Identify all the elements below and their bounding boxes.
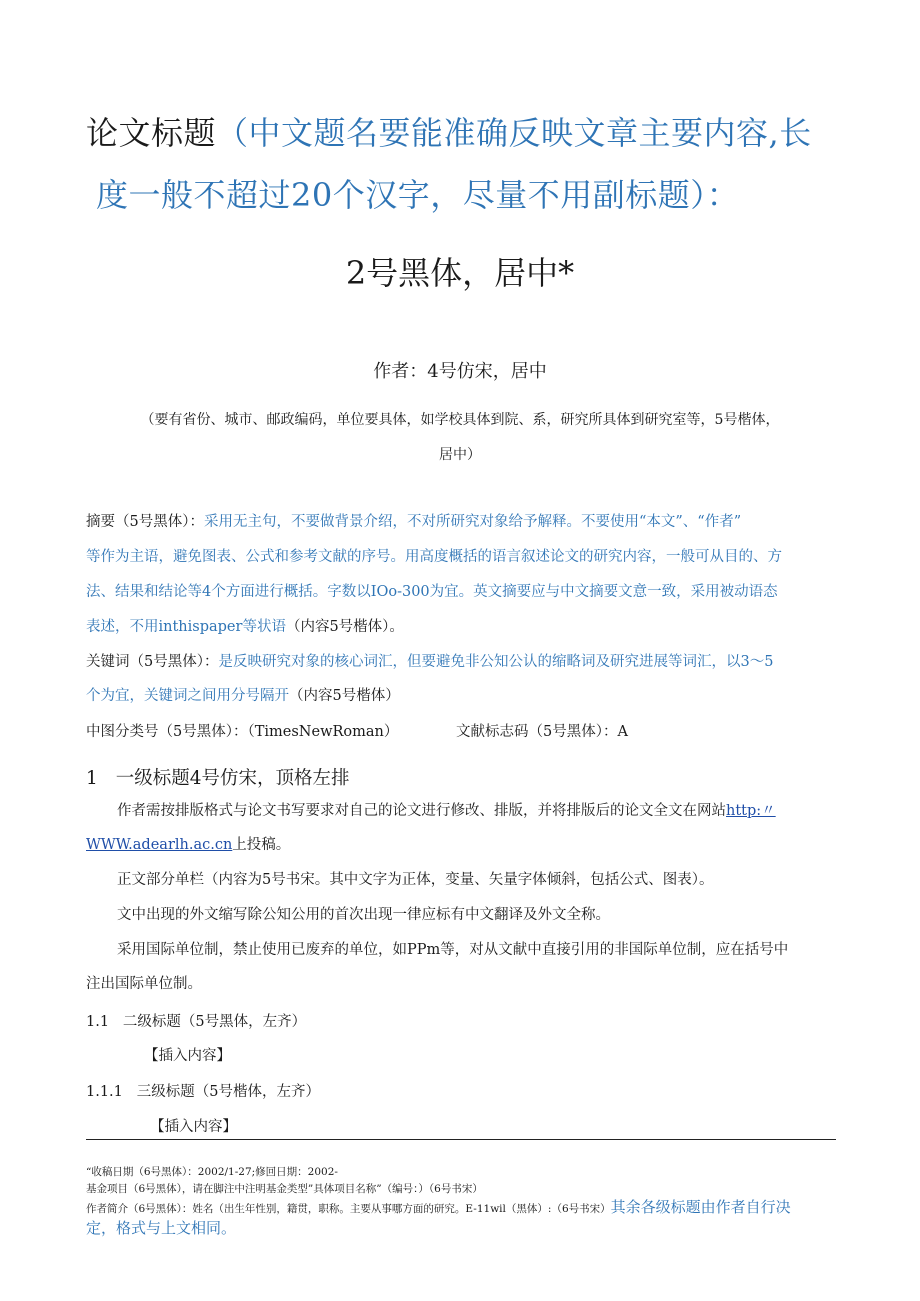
paragraph-4-line-1: 采用国际单位制，禁止使用已废弃的单位，如PPm等，对从文献中直接引用的非国际单位制，应在括号中: [117, 942, 789, 958]
document-code: 文献标志码（5号黑体）：A: [456, 724, 628, 740]
keywords-label: 关键词（5号黑体）：: [86, 654, 219, 670]
abstract-text-end: 表述，不用inthispaper等状语: [86, 619, 286, 635]
section-1-number: 1: [86, 768, 98, 789]
paper-title-line-1: [86, 108, 812, 154]
footnote-received-date: “收稿日期（6号黑体）：2002/1-27;修回日期：2002-: [86, 1166, 338, 1178]
keywords-text: 是反映研究对象的核心词汇，但要避免非公知公认的缩略词及研究进展等词汇，以3～5: [218, 654, 774, 670]
paragraph-1-line-1: [117, 801, 776, 821]
section-1-1-1-insert: 【插入内容】: [150, 1119, 237, 1135]
footnote-author-bio: [86, 1196, 791, 1217]
footnote-author-text: 作者简介（6号黑体）：姓名（出生年性别，籍贯，职称。主要从事哪方面的研究。E-11wil（黑体）:（6号书宋）: [86, 1203, 611, 1215]
title-format-note: 2号黑体，居中*: [345, 254, 575, 292]
abstract-line-2: 等作为主语，避免图表、公式和参考文献的序号。用高度概括的语言叙述论文的研究内容，一般可从目的、方: [86, 549, 782, 565]
website-link-part-1[interactable]: http:〃: [726, 803, 776, 819]
paragraph-4-line-2: 注出国际单位制。: [86, 976, 202, 992]
section-1-1-1-heading: 1.1.1 三级标题（5号楷体，左齐）: [86, 1084, 320, 1100]
section-1-1-insert: 【插入内容】: [144, 1048, 231, 1064]
section-1-1-heading: 1.1 二级标题（5号黑体，左齐）: [86, 1014, 307, 1030]
abstract-format-note: （内容5号楷体）。: [285, 619, 404, 635]
section-1-title: 一级标题4号仿宋，顶格左排: [115, 768, 350, 789]
paragraph-1-line-2: [86, 835, 290, 855]
affiliation-line-2: 居中）: [439, 447, 481, 463]
keywords-line-2: [86, 686, 400, 706]
section-1-heading: [86, 764, 350, 790]
abstract-label: 摘要（5号黑体）：: [86, 514, 204, 530]
clc-number: 中图分类号（5号黑体）：（TimesNewRoman）: [86, 724, 399, 740]
affiliation-line-1: （要有省份、城市、邮政编码，单位要具体，如学校具体到院、系，研究所具体到研究室等，5号楷体，: [140, 412, 780, 428]
title-instruction: （中文题名要能准确反映文章主要内容,长: [216, 114, 812, 152]
author-line: 作者：4号仿宋，居中: [373, 361, 547, 382]
paper-title: 论文标题: [86, 114, 217, 152]
abstract-line-1: [86, 512, 741, 532]
abstract-text: 采用无主句，不要做背景介绍，不对所研究对象给予解释。不要使用“本文”、“作者”: [203, 514, 742, 530]
other-headings-note-end: 定，格式与上文相同。: [86, 1219, 237, 1237]
footnote-divider: [86, 1139, 836, 1140]
paragraph-2: 正文部分单栏（内容为5号书宋。其中文字为正体，变量、矢量字体倾斜，包括公式、图表）。: [117, 872, 714, 888]
keywords-format-note: （内容5号楷体）: [289, 688, 400, 704]
abstract-line-4: [86, 617, 404, 637]
other-headings-note: 其余各级标题由作者自行决: [610, 1198, 791, 1216]
website-link[interactable]: WWW.adearlh.ac.cn: [86, 837, 233, 853]
paper-title-line-2: 度一般不超过20个汉字，尽量不用副标题）：: [96, 176, 740, 214]
keywords-line-1: [86, 652, 773, 672]
paragraph-1-end: 上投稿。: [232, 837, 291, 853]
keywords-text-end: 个为宜，关键词之间用分号隔开: [86, 688, 289, 704]
abstract-line-3: 法、结果和结论等4个方面进行概括。字数以IOo-300为宜。英文摘要应与中文摘要文意一致，采用被动语态: [86, 584, 778, 600]
footnote-fund: 基金项目（6号黑体），请在脚注中注明基金类型”具体项目名称”（编号：）（6号书宋）: [86, 1183, 483, 1195]
paragraph-1-text: 作者需按排版格式与论文书写要求对自己的论文进行修改、排版，并将排版后的论文全文在网站: [117, 803, 726, 819]
paragraph-3: 文中出现的外文缩写除公知公用的首次出现一律应标有中文翻译及外文全称。: [117, 907, 610, 923]
